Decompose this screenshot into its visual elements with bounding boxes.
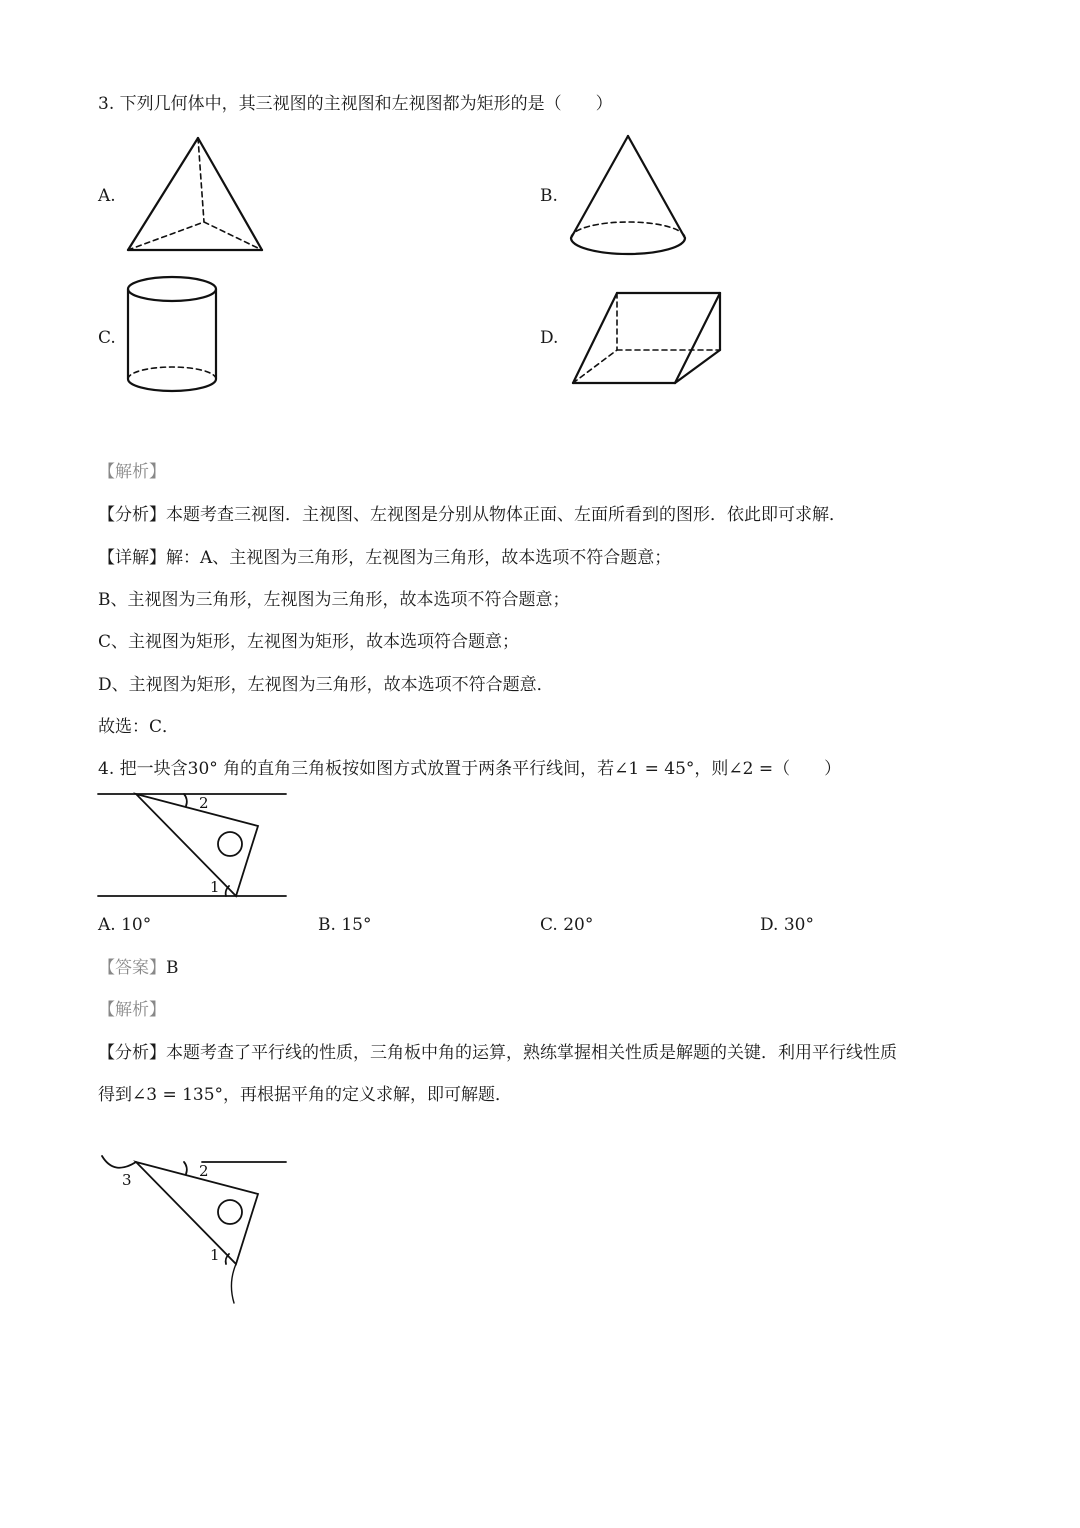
q4-answer-tag: 【答案】 — [98, 958, 166, 978]
cylinder-figure — [122, 272, 227, 402]
q4-option-b-value: 15° — [341, 915, 372, 935]
q3-option-b-label: B. — [540, 186, 558, 206]
angle-2-label: 2 — [199, 794, 209, 812]
q4-answer: B — [166, 958, 179, 978]
q4-analysis-tag: 【解析】 — [98, 1000, 166, 1020]
q3-answer: 故选：C． — [98, 717, 180, 737]
angle-2-arc — [184, 794, 187, 806]
solution-angle-1-arc — [226, 1254, 229, 1264]
solution-angle-3-label: 3 — [122, 1171, 132, 1189]
q4-analysis-line-2: 得到∠3 = 135°，再根据平角的定义求解，即可解题． — [98, 1085, 513, 1105]
solution-angle-2-label: 2 — [199, 1162, 209, 1180]
set-square-hole — [218, 832, 242, 856]
solution-angle-2-arc — [184, 1162, 187, 1174]
q4-option-b-label: B. — [318, 915, 336, 935]
q3-detail-1: 【详解】解：A、主视图为三角形，左视图为三角形，故本选项不符合题意； — [98, 548, 672, 568]
q4-question: 4. 把一块含30° 角的直角三角板按如图方式放置于两条平行线间，若∠1 = 45°，则∠2 =（ ） — [98, 759, 842, 779]
triangular-prism-figure — [565, 285, 730, 390]
q3-option-a-label: A. — [98, 186, 116, 206]
q3-detail-3: C、主视图为矩形，左视图为矩形，故本选项符合题意； — [98, 632, 520, 652]
q4-answer-line — [98, 956, 179, 980]
q4-analysis-line-1: 【分析】本题考查了平行线的性质，三角板中角的运算，熟练掌握相关性质是解题的关键．利用平行线性质 — [98, 1043, 897, 1063]
q4-option-d-value: 30° — [783, 915, 814, 935]
angle-1-label: 1 — [210, 878, 220, 896]
q3-detail-4: D、主视图为矩形，左视图为三角形，故本选项不符合题意． — [98, 675, 554, 695]
q3-detail-2: B、主视图为三角形，左视图为三角形，故本选项不符合题意； — [98, 590, 570, 610]
q4-option-d — [760, 913, 814, 937]
angle-1-arc — [226, 886, 229, 896]
q3-option-c-label: C. — [98, 328, 116, 348]
q3-question: 3. 下列几何体中，其三视图的主视图和左视图都为矩形的是（ ） — [98, 94, 613, 114]
q4-option-a-label: A. — [98, 915, 116, 935]
q3-analysis: 【分析】本题考查三视图．主视图、左视图是分别从物体正面、左面所看到的图形．依此即可求解． — [98, 505, 846, 525]
set-square — [136, 794, 258, 896]
solution-set-square — [136, 1162, 258, 1264]
q4-option-a — [98, 913, 151, 937]
set-square-parallel-lines-figure — [96, 790, 291, 902]
triangular-pyramid-figure — [120, 130, 270, 260]
q4-option-c — [540, 913, 593, 937]
q3-analysis-tag: 【解析】 — [98, 462, 166, 482]
solution-scribble — [231, 1264, 236, 1303]
solution-angle-3-arc — [102, 1156, 136, 1168]
solution-angle-1-label: 1 — [210, 1246, 220, 1264]
q4-option-a-value: 10° — [121, 915, 152, 935]
q3-option-d-label: D. — [540, 328, 559, 348]
cone-figure — [565, 128, 695, 263]
q4-option-c-label: C. — [540, 915, 558, 935]
solution-figure — [96, 1118, 296, 1313]
solution-set-square-hole — [218, 1200, 242, 1224]
q4-option-c-value: 20° — [563, 915, 594, 935]
q4-option-b — [318, 913, 371, 937]
q4-option-d-label: D. — [760, 915, 779, 935]
